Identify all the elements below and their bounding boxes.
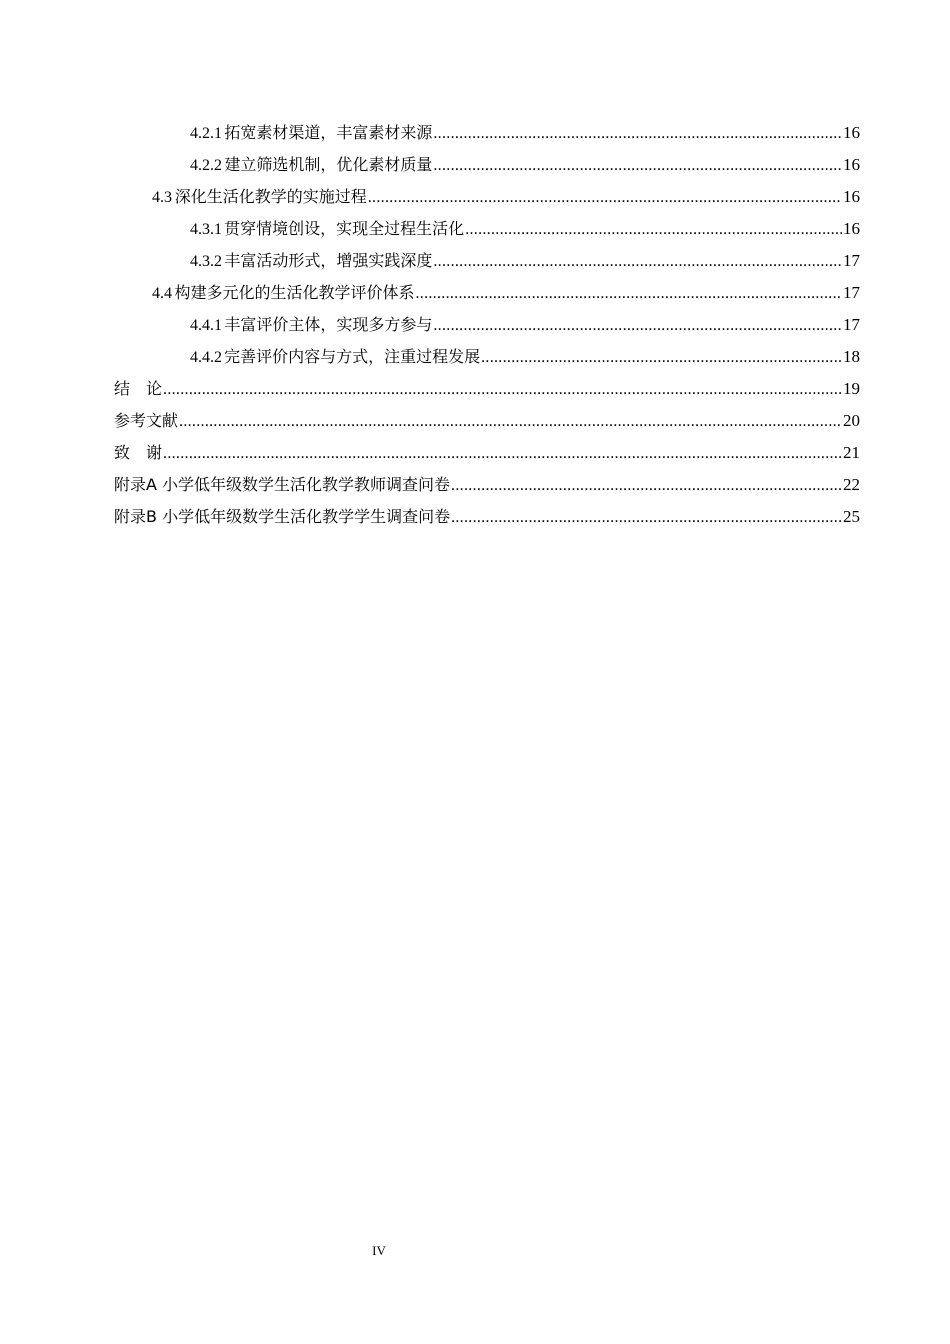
toc-entry-references[interactable] [114, 405, 860, 437]
toc-entry-title: 附录B 小学低年级数学生活化教学学生调查问卷 [114, 507, 451, 526]
toc-leader-dots [451, 470, 842, 502]
toc-leader-dots [179, 406, 842, 438]
toc-leader-dots [433, 150, 842, 182]
toc-entry-page: 17 [843, 315, 860, 334]
toc-entry-page: 16 [843, 219, 860, 238]
toc-entry-number: 4.2.2 [190, 157, 222, 174]
toc-entry[interactable] [114, 149, 860, 181]
table-of-contents [114, 117, 860, 533]
toc-entry-page: 22 [843, 475, 860, 494]
toc-entry-title: 致 谢 [114, 443, 163, 462]
toc-entry[interactable] [114, 341, 860, 373]
toc-leader-dots [451, 502, 842, 534]
toc-entry-title: 深化生活化教学的实施过程 [174, 187, 367, 206]
toc-leader-dots [433, 118, 842, 150]
toc-entry[interactable] [114, 309, 860, 341]
toc-entry-title: 参考文献 [114, 411, 179, 430]
toc-leader-dots [163, 374, 842, 406]
toc-leader-dots [433, 246, 842, 278]
toc-entry-title: 完善评价内容与方式，注重过程发展 [224, 347, 481, 366]
toc-entry-page: 18 [843, 347, 860, 366]
toc-entry-title: 构建多元化的生活化教学评价体系 [174, 283, 415, 302]
toc-entry-page: 17 [843, 251, 860, 270]
toc-entry-title: 丰富评价主体，实现多方参与 [224, 315, 433, 334]
toc-entry-page: 21 [843, 443, 860, 462]
toc-entry-page: 19 [843, 379, 860, 398]
toc-entry[interactable] [114, 117, 860, 149]
toc-entry-acknowledgements[interactable] [114, 437, 860, 469]
toc-leader-dots [163, 438, 842, 470]
toc-entry-title: 结 论 [114, 379, 163, 398]
toc-entry-page: 16 [843, 187, 860, 206]
toc-entry-number: 4.4.2 [190, 349, 222, 366]
toc-entry-title: 附录A 小学低年级数学生活化教学教师调查问卷 [114, 475, 451, 494]
toc-entry-title: 拓宽素材渠道，丰富素材来源 [224, 123, 433, 142]
toc-entry-title: 建立筛选机制，优化素材质量 [224, 155, 433, 174]
toc-entry[interactable] [114, 213, 860, 245]
toc-entry[interactable] [114, 277, 860, 309]
toc-entry-number: 4.4.1 [190, 317, 222, 334]
toc-entry-number: 4.3.2 [190, 253, 222, 270]
toc-entry-page: 25 [843, 507, 860, 526]
toc-entry-number: 4.3.1 [190, 221, 222, 238]
toc-entry-number: 4.4 [152, 285, 172, 302]
toc-leader-dots [433, 310, 842, 342]
toc-leader-dots [481, 342, 842, 374]
page-number-footer: IV [372, 1243, 386, 1258]
toc-entry-page: 17 [843, 283, 860, 302]
toc-leader-dots [415, 278, 842, 310]
toc-entry-conclusion[interactable] [114, 373, 860, 405]
toc-entry-page: 20 [843, 411, 860, 430]
toc-leader-dots [368, 182, 842, 214]
toc-entry-title: 丰富活动形式，增强实践深度 [224, 251, 433, 270]
toc-entry-page: 16 [843, 155, 860, 174]
toc-leader-dots [465, 214, 842, 246]
toc-entry-number: 4.3 [152, 189, 172, 206]
toc-entry[interactable] [114, 245, 860, 277]
toc-entry-title: 贯穿情境创设，实现全过程生活化 [224, 219, 465, 238]
toc-entry-page: 16 [843, 123, 860, 142]
toc-entry[interactable] [114, 181, 860, 213]
toc-entry-appendix-a[interactable] [114, 469, 860, 501]
toc-entry-appendix-b[interactable] [114, 501, 860, 533]
toc-entry-number: 4.2.1 [190, 125, 222, 142]
